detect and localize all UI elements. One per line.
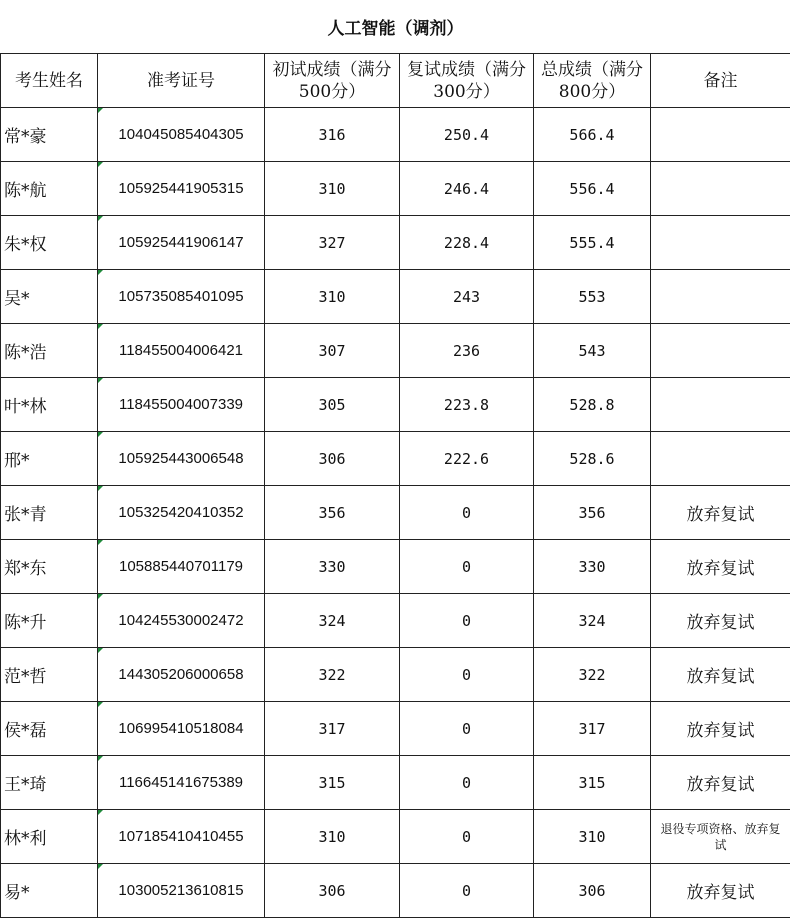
text-format-marker-icon <box>98 594 103 599</box>
header-retest: 复试成绩（满分300分） <box>400 54 534 108</box>
prelim-score-cell: 330 <box>265 540 400 594</box>
note-cell: 放弃复试 <box>651 486 790 540</box>
retest-score-cell: 0 <box>400 702 534 756</box>
exam-id-text: 105735085401095 <box>118 288 244 305</box>
table-row <box>1 108 790 162</box>
prelim-score-cell: 310 <box>265 270 400 324</box>
exam-id-text: 105925441906147 <box>118 234 244 251</box>
note-cell: 放弃复试 <box>651 702 790 756</box>
exam-id-text: 103005213610815 <box>118 882 244 899</box>
table-row <box>1 432 790 486</box>
text-format-marker-icon <box>98 702 103 707</box>
title-row <box>1 0 790 54</box>
prelim-score-cell: 307 <box>265 324 400 378</box>
student-name-cell: 林*利 <box>1 810 98 864</box>
retest-score-cell: 0 <box>400 864 534 918</box>
text-format-marker-icon <box>98 486 103 491</box>
exam-id-text: 105885440701179 <box>118 558 244 575</box>
table-row <box>1 594 790 648</box>
total-score-cell: 310 <box>534 810 651 864</box>
text-format-marker-icon <box>98 810 103 815</box>
retest-score-cell: 243 <box>400 270 534 324</box>
note-cell: 放弃复试 <box>651 594 790 648</box>
table-row <box>1 270 790 324</box>
retest-score-cell: 0 <box>400 648 534 702</box>
note-cell <box>651 216 790 270</box>
retest-score-cell: 0 <box>400 810 534 864</box>
header-total: 总成绩（满分800分） <box>534 54 651 108</box>
prelim-score-cell: 322 <box>265 648 400 702</box>
prelim-score-cell: 316 <box>265 108 400 162</box>
exam-id-cell <box>98 162 265 216</box>
total-score-cell: 553 <box>534 270 651 324</box>
exam-id-text: 107185410410455 <box>118 828 244 845</box>
table-row <box>1 324 790 378</box>
retest-score-cell: 250.4 <box>400 108 534 162</box>
retest-score-cell: 0 <box>400 594 534 648</box>
exam-id-text: 105325420410352 <box>118 504 244 521</box>
header-prelim: 初试成绩（满分500分） <box>265 54 400 108</box>
exam-id-cell <box>98 756 265 810</box>
table-row <box>1 702 790 756</box>
exam-id-text: 105925443006548 <box>118 450 244 467</box>
text-format-marker-icon <box>98 324 103 329</box>
exam-id-cell <box>98 216 265 270</box>
exam-id-text: 104245530002472 <box>118 612 244 629</box>
exam-id-cell <box>98 648 265 702</box>
total-score-cell: 315 <box>534 756 651 810</box>
table-row <box>1 540 790 594</box>
exam-id-cell <box>98 594 265 648</box>
total-score-cell: 528.8 <box>534 378 651 432</box>
student-name-cell: 陈*升 <box>1 594 98 648</box>
exam-id-cell <box>98 810 265 864</box>
total-score-cell: 528.6 <box>534 432 651 486</box>
header-note: 备注 <box>651 54 790 108</box>
table-row <box>1 810 790 864</box>
student-name-cell: 邢* <box>1 432 98 486</box>
note-cell <box>651 324 790 378</box>
note-cell <box>651 108 790 162</box>
text-format-marker-icon <box>98 648 103 653</box>
text-format-marker-icon <box>98 108 103 113</box>
prelim-score-cell: 306 <box>265 432 400 486</box>
exam-id-cell <box>98 108 265 162</box>
exam-id-cell <box>98 486 265 540</box>
exam-id-cell <box>98 864 265 918</box>
total-score-cell: 356 <box>534 486 651 540</box>
table-row <box>1 378 790 432</box>
exam-id-cell <box>98 324 265 378</box>
student-name-cell: 陈*航 <box>1 162 98 216</box>
table-row <box>1 162 790 216</box>
table-row <box>1 864 790 918</box>
retest-score-cell: 236 <box>400 324 534 378</box>
exam-id-cell <box>98 378 265 432</box>
note-cell <box>651 270 790 324</box>
exam-id-text: 105925441905315 <box>118 180 244 197</box>
retest-score-cell: 0 <box>400 486 534 540</box>
student-name-cell: 易* <box>1 864 98 918</box>
note-cell: 放弃复试 <box>651 540 790 594</box>
student-name-cell: 郑*东 <box>1 540 98 594</box>
text-format-marker-icon <box>98 540 103 545</box>
header-name: 考生姓名 <box>1 54 98 108</box>
student-name-cell: 常*豪 <box>1 108 98 162</box>
text-format-marker-icon <box>98 162 103 167</box>
total-score-cell: 330 <box>534 540 651 594</box>
retest-score-cell: 222.6 <box>400 432 534 486</box>
text-format-marker-icon <box>98 270 103 275</box>
prelim-score-cell: 306 <box>265 864 400 918</box>
total-score-cell: 317 <box>534 702 651 756</box>
exam-id-text: 106995410518084 <box>118 720 244 737</box>
table-row <box>1 216 790 270</box>
note-cell: 放弃复试 <box>651 648 790 702</box>
table-row <box>1 486 790 540</box>
note-cell: 放弃复试 <box>651 756 790 810</box>
exam-id-text: 144305206000658 <box>118 666 244 683</box>
text-format-marker-icon <box>98 756 103 761</box>
text-format-marker-icon <box>98 864 103 869</box>
prelim-score-cell: 310 <box>265 810 400 864</box>
student-name-cell: 张*青 <box>1 486 98 540</box>
total-score-cell: 555.4 <box>534 216 651 270</box>
prelim-score-cell: 305 <box>265 378 400 432</box>
student-name-cell: 范*哲 <box>1 648 98 702</box>
exam-id-text: 118455004006421 <box>118 342 244 359</box>
exam-id-text: 116645141675389 <box>118 774 244 791</box>
student-name-cell: 吴* <box>1 270 98 324</box>
prelim-score-cell: 327 <box>265 216 400 270</box>
exam-id-cell <box>98 702 265 756</box>
text-format-marker-icon <box>98 378 103 383</box>
student-name-cell: 朱*权 <box>1 216 98 270</box>
header-row <box>1 54 790 108</box>
table-row <box>1 648 790 702</box>
prelim-score-cell: 324 <box>265 594 400 648</box>
header-id: 准考证号 <box>98 54 265 108</box>
total-score-cell: 322 <box>534 648 651 702</box>
student-name-cell: 陈*浩 <box>1 324 98 378</box>
exam-id-cell <box>98 540 265 594</box>
prelim-score-cell: 317 <box>265 702 400 756</box>
note-cell: 放弃复试 <box>651 864 790 918</box>
retest-score-cell: 0 <box>400 540 534 594</box>
table-title: 人工智能（调剂） <box>1 0 790 54</box>
student-name-cell: 王*琦 <box>1 756 98 810</box>
note-cell <box>651 162 790 216</box>
total-score-cell: 324 <box>534 594 651 648</box>
exam-id-text: 118455004007339 <box>118 396 244 413</box>
text-format-marker-icon <box>98 216 103 221</box>
total-score-cell: 306 <box>534 864 651 918</box>
exam-id-cell <box>98 432 265 486</box>
exam-id-text: 104045085404305 <box>118 126 244 143</box>
exam-id-cell <box>98 270 265 324</box>
note-cell: 退役专项资格、放弃复试 <box>651 810 790 864</box>
total-score-cell: 566.4 <box>534 108 651 162</box>
text-format-marker-icon <box>98 432 103 437</box>
total-score-cell: 543 <box>534 324 651 378</box>
note-cell <box>651 378 790 432</box>
retest-score-cell: 228.4 <box>400 216 534 270</box>
student-name-cell: 叶*林 <box>1 378 98 432</box>
prelim-score-cell: 310 <box>265 162 400 216</box>
total-score-cell: 556.4 <box>534 162 651 216</box>
retest-score-cell: 246.4 <box>400 162 534 216</box>
note-cell <box>651 432 790 486</box>
student-name-cell: 侯*磊 <box>1 702 98 756</box>
prelim-score-cell: 315 <box>265 756 400 810</box>
prelim-score-cell: 356 <box>265 486 400 540</box>
table-row <box>1 756 790 810</box>
retest-score-cell: 0 <box>400 756 534 810</box>
retest-score-cell: 223.8 <box>400 378 534 432</box>
